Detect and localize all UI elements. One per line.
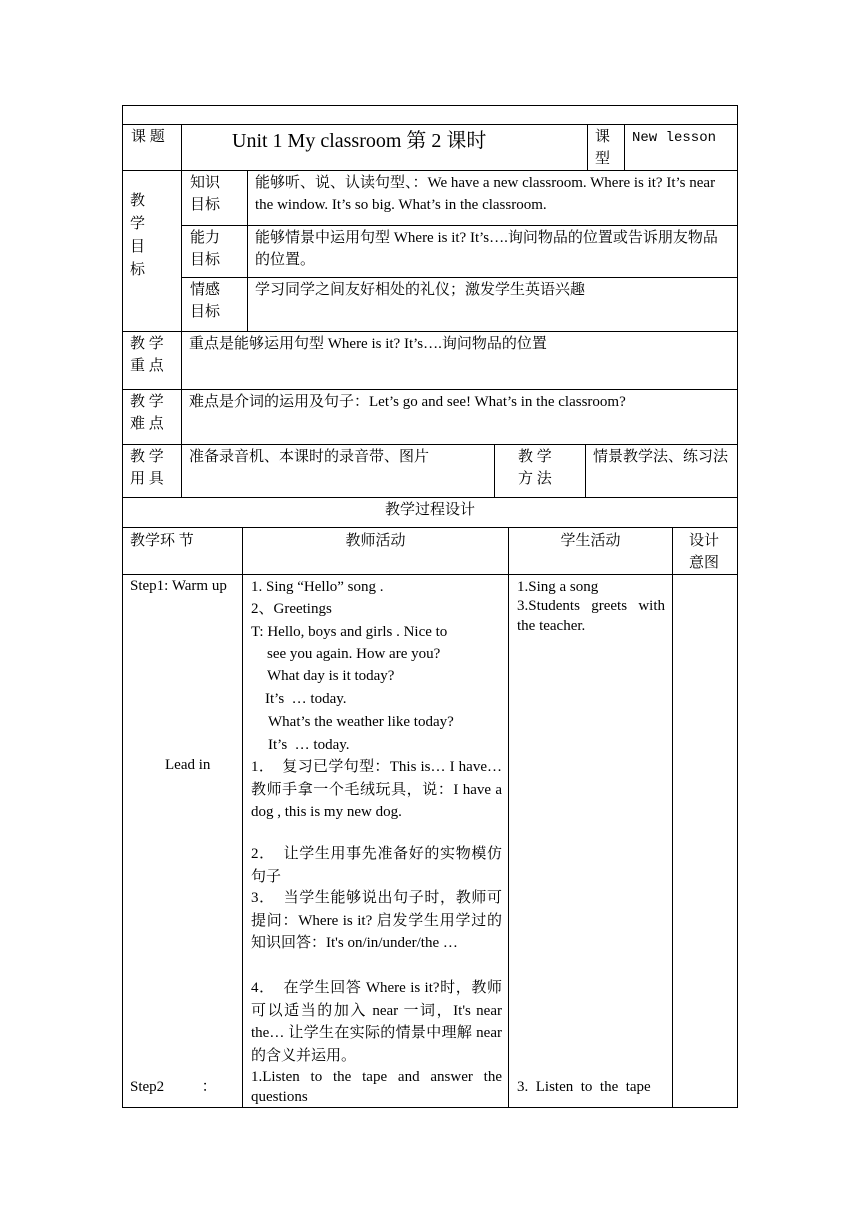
- step2-label: Step2 ：: [130, 1079, 217, 1095]
- row-divider: [182, 277, 738, 278]
- key-points-label: 教 学 重 点: [130, 336, 164, 374]
- col-divider: [247, 170, 248, 331]
- key-points-text: 重点是能够运用句型 Where is it? It’s….询问物品的位置: [189, 336, 547, 352]
- teacher-line: T: Hello, boys and girls . Nice to: [251, 624, 448, 640]
- student-line: 1.Sing a song: [517, 579, 599, 595]
- emotion-goal-label: 情感目标: [190, 282, 221, 320]
- table-border-left: [122, 105, 123, 1108]
- table-border-bottom: [122, 1107, 738, 1108]
- objectives-label: 教学目标: [130, 193, 146, 278]
- col-divider: [181, 124, 182, 497]
- row-divider: [122, 331, 738, 332]
- row-divider: [122, 389, 738, 390]
- process-title: 教学过程设计: [384, 502, 475, 518]
- teacher-paragraph: 4． 在学生回答 Where is it?时，教师可以适当的加入 near 一词，It's near the… 让学生在实际的情景中理解 near 的含义并运用。: [251, 980, 506, 1064]
- teacher-line: It’s … today.: [268, 737, 350, 753]
- row-divider: [182, 225, 738, 226]
- knowledge-goal-label: 知识目标: [190, 175, 221, 213]
- teacher-line: 2、Greetings: [251, 601, 332, 617]
- teacher-line: see you again. How are you?: [267, 646, 441, 662]
- header-teacher-activity: 教师活动: [345, 533, 406, 549]
- lesson-title: Unit 1 My classroom 第 2 课时: [232, 130, 487, 152]
- col-divider: [585, 444, 586, 497]
- col-divider: [624, 124, 625, 170]
- lesson-type-value: New lesson: [632, 130, 717, 146]
- tools-text: 准备录音机、本课时的录音带、图片: [189, 449, 430, 465]
- methods-label: 教 学 方 法: [518, 449, 552, 487]
- emotion-goal-text: 学习同学之间友好相处的礼仪；激发学生英语兴趣: [255, 282, 586, 298]
- header-student-activity: 学生活动: [560, 533, 621, 549]
- teacher-paragraph: 1． 复习已学句型：This is… I have… 教师手拿一个毛绒玩具，说：I have a dog , this is my new dog.: [251, 759, 506, 820]
- difficulties-text: 难点是介词的运用及句子：Let’s go and see! What’s in the classroom?: [189, 394, 626, 410]
- teacher-paragraph: 2． 让学生用事先准备好的实物模仿句子: [251, 846, 502, 885]
- ability-goal-label: 能力目标: [190, 230, 221, 268]
- teacher-line: 1. Sing “Hello” song .: [251, 579, 384, 595]
- teacher-paragraph: 3． 当学生能够说出句子时，教师可提问：Where is it? 启发学生用学过的知识回答：It's on/in/under/the …: [251, 890, 502, 951]
- topic-label: 课 题: [131, 129, 165, 145]
- col-divider: [508, 527, 509, 1107]
- row-divider: [122, 444, 738, 445]
- header-stage: 教学环 节: [130, 533, 194, 549]
- col-divider: [672, 527, 673, 1107]
- lesson-type-label: 课型: [595, 129, 611, 167]
- table-border-right: [737, 105, 738, 1108]
- table-border-top: [122, 105, 738, 106]
- teacher-paragraph: 1.Listen to the tape and answer the questions: [251, 1069, 502, 1105]
- teacher-line: What day is it today?: [267, 668, 395, 684]
- lead-in-label: Lead in: [165, 757, 211, 773]
- teacher-line: It’s … today.: [265, 691, 347, 707]
- col-divider: [494, 444, 495, 497]
- knowledge-goal-text: 能够听、说、认读句型、：We have a new classroom. Where is it? It’s near the window. It’s so big. What’s in the classroom.: [255, 175, 716, 213]
- student-line: 3. Listen to the tape: [517, 1079, 651, 1095]
- col-divider: [242, 527, 243, 1107]
- row-divider: [122, 124, 738, 125]
- col-divider: [587, 124, 588, 170]
- row-divider: [122, 527, 738, 528]
- header-design-intent: 设计意图: [688, 533, 719, 571]
- methods-text: 情景教学法、练习法: [593, 449, 729, 465]
- student-line: 3.Students greets with the teacher.: [517, 598, 665, 634]
- step1-label: Step1: Warm up: [130, 578, 227, 594]
- difficulties-label: 教 学 难 点: [130, 394, 164, 432]
- row-divider: [122, 497, 738, 498]
- row-divider: [122, 170, 738, 171]
- ability-goal-text: 能够情景中运用句型 Where is it? It’s….询问物品的位置或告诉朋友物品的位置。: [255, 230, 718, 268]
- teacher-line: What’s the weather like today?: [268, 714, 454, 730]
- tools-label: 教 学 用 具: [130, 449, 164, 487]
